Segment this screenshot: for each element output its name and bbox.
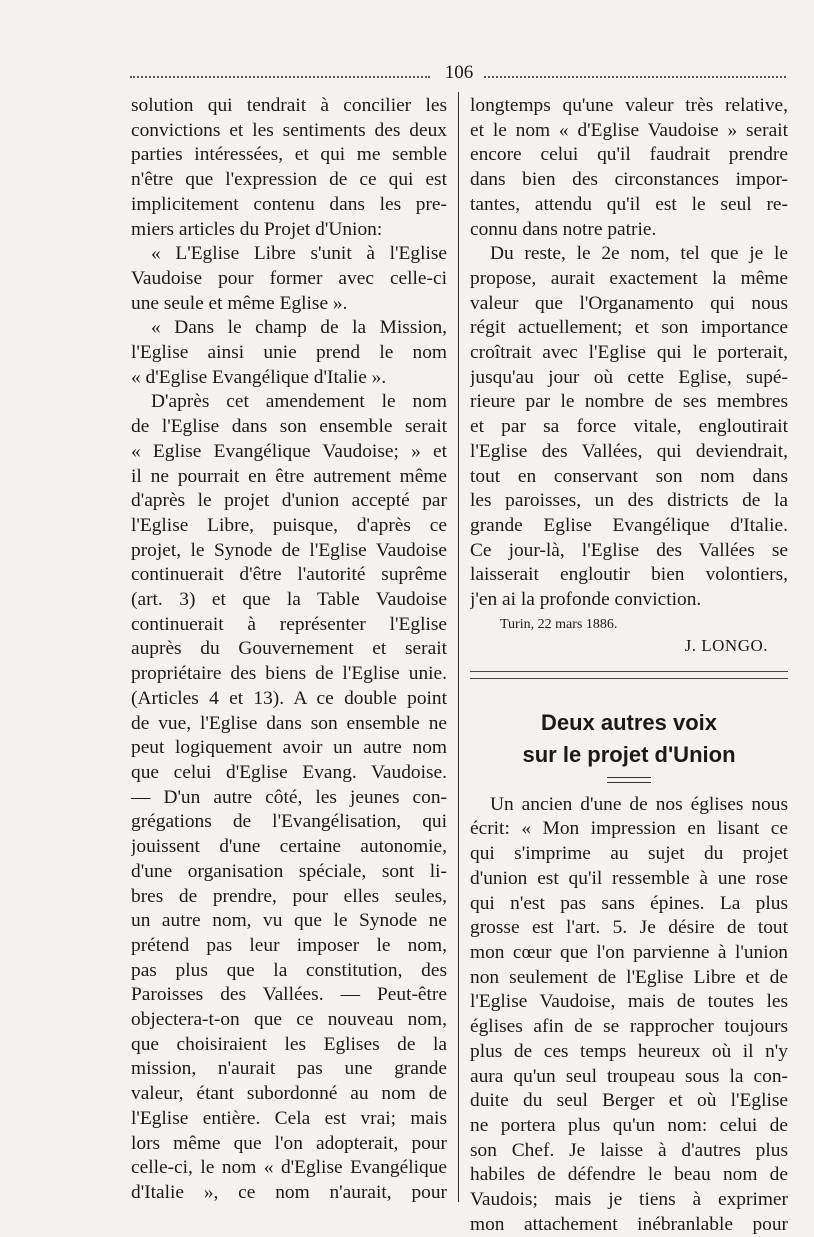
text-line: Paroisses des Vallées. — Peut-être bbox=[131, 984, 447, 1006]
text-line: encore celui qu'il faudrait prendre bbox=[470, 144, 788, 166]
text-line: que choisiraient les Eglises de la bbox=[131, 1033, 447, 1055]
text-line: « L'Eglise Libre s'unit à l'Eglise bbox=[151, 243, 447, 265]
text-line: duite du seul Berger et où l'Eglise bbox=[470, 1090, 788, 1112]
text-line: d'une organisation spéciale, sont li- bbox=[131, 860, 447, 882]
article-body-text bbox=[470, 793, 788, 1237]
text-line: Ce jour-là, l'Eglise des Vallées se bbox=[470, 539, 788, 561]
text-line: tout en conservant son nom dans bbox=[470, 465, 788, 487]
text-line: convictions et les sentiments des deux bbox=[131, 119, 447, 141]
column-divider bbox=[458, 92, 459, 1202]
text-line: D'après cet amendement le nom bbox=[151, 391, 447, 413]
text-line: de l'Eglise dans son ensemble serait bbox=[131, 416, 447, 438]
text-line: auprès du Gouvernement et serait bbox=[131, 638, 447, 660]
text-line: lors même que l'on adopterait, pour bbox=[131, 1132, 447, 1154]
text-line: laisserait engloutir bien volontiers, bbox=[470, 564, 788, 586]
text-line: celle-ci, le nom « d'Eglise Evangélique bbox=[131, 1157, 447, 1179]
text-line: propose, aurait exactement la même bbox=[470, 267, 788, 289]
text-line: mon cœur que l'on parvienne à l'union bbox=[470, 941, 788, 963]
text-line: de vue, l'Eglise dans son ensemble ne bbox=[131, 712, 447, 734]
text-line: continuerait d'être l'autorité suprême bbox=[131, 564, 447, 586]
text-line: d'union est qu'il ressemble à une rose bbox=[470, 867, 788, 889]
text-line: il ne pourrait en être autrement même bbox=[131, 465, 447, 487]
title-ornament-rule bbox=[607, 777, 651, 783]
text-line: mission, n'aurait pas une grande bbox=[131, 1058, 447, 1080]
text-line: régit actuellement; et son importance bbox=[470, 317, 788, 339]
text-line: peut logiquement avoir un autre nom bbox=[131, 737, 447, 759]
text-line: solution qui tendrait à concilier les bbox=[131, 95, 447, 116]
text-line: « Eglise Evangélique Vaudoise; » et bbox=[131, 440, 447, 462]
text-line: implicitement contenu dans les pre- bbox=[131, 193, 447, 215]
text-line: croîtrait avec l'Eglise qui le porterait, bbox=[470, 342, 788, 364]
text-line: longtemps qu'une valeur très relative, bbox=[470, 95, 788, 116]
text-line: habiles de défendre le beau nom de bbox=[470, 1164, 788, 1186]
text-line: miers articles du Projet d'Union: bbox=[131, 218, 383, 240]
right-column bbox=[470, 94, 788, 1237]
text-line: jusqu'au jour où cette Eglise, supé- bbox=[470, 366, 788, 388]
text-line: valeur, étant subordonné au nom de bbox=[131, 1083, 447, 1105]
text-line: mon attachement inébranlable pour bbox=[470, 1213, 788, 1235]
text-line: une seule et même Eglise ». bbox=[131, 292, 348, 314]
text-line: grosse est l'art. 5. Je désire de tout bbox=[470, 917, 788, 939]
left-column bbox=[131, 94, 447, 1206]
text-line: dans bien des circonstances impor- bbox=[470, 169, 788, 191]
text-line: pas plus que la constitution, des bbox=[131, 959, 447, 981]
text-line: d'après le projet d'union accepté par bbox=[131, 490, 447, 512]
text-line: qui s'imprime au sujet du projet bbox=[470, 843, 788, 865]
text-line: ne portera plus qu'un nom: celui de bbox=[470, 1114, 788, 1136]
text-line: grégations de l'Evangélisation, qui bbox=[131, 811, 447, 833]
text-line: continuerait à représenter l'Eglise bbox=[131, 613, 447, 635]
text-line: n'être que l'expression de ce qui est bbox=[131, 169, 447, 191]
text-line: les paroisses, un des districts de la bbox=[470, 490, 788, 512]
text-line: projet, le Synode de l'Eglise Vaudoise bbox=[131, 539, 447, 561]
text-line: et par sa force vitale, engloutirait bbox=[470, 416, 788, 438]
text-line: (Articles 4 et 13). A ce double point bbox=[131, 687, 447, 709]
page-number: 106 bbox=[444, 62, 474, 83]
header-rule-left bbox=[130, 76, 430, 78]
signature: J. LONGO. bbox=[684, 635, 768, 655]
text-line: Vaudoise pour former avec celle-ci bbox=[131, 267, 447, 289]
text-line: aura qu'un seul troupeau sous la con- bbox=[470, 1065, 788, 1087]
text-line: écrit: « Mon impression en lisant ce bbox=[470, 818, 788, 840]
article-end-text bbox=[470, 94, 788, 613]
text-line: parties intéressées, et qui me semble bbox=[131, 144, 447, 166]
text-line: rieure par le nombre de ses membres bbox=[470, 391, 788, 413]
text-line: l'Eglise entière. Cela est vrai; mais bbox=[131, 1107, 447, 1129]
text-line: « Dans le champ de la Mission, bbox=[151, 317, 447, 339]
text-line: qui n'est pas sans épines. La plus bbox=[470, 892, 788, 914]
text-line: l'Eglise Vaudoise, mais de toutes les bbox=[470, 991, 788, 1013]
page-header bbox=[130, 62, 786, 84]
text-line: connu dans notre patrie. bbox=[470, 218, 657, 240]
text-line: « d'Eglise Evangélique d'Italie ». bbox=[131, 366, 387, 388]
text-line: valeur que l'Organamento qui nous bbox=[470, 292, 788, 314]
text-line: (art. 3) et que la Table Vaudoise bbox=[131, 589, 447, 611]
text-line: églises afin de se rapprocher toujours bbox=[470, 1016, 788, 1038]
text-line: bres de prendre, pour elles seules, bbox=[131, 885, 447, 907]
text-line: l'Eglise des Vallées, qui deviendrait, bbox=[470, 440, 788, 462]
text-line: Du reste, le 2e nom, tel que je le bbox=[490, 243, 788, 265]
text-line: son Chef. Je laisse à d'autres plus bbox=[470, 1139, 788, 1161]
text-line: j'en ai la profonde conviction. bbox=[470, 589, 702, 611]
text-line: jouissent d'une certaine autonomie, bbox=[131, 836, 447, 858]
text-line: — D'un autre côté, les jeunes con- bbox=[131, 786, 447, 808]
text-line: un autre nom, vu que le Synode ne bbox=[131, 910, 447, 932]
text-line: prétend pas leur imposer le nom, bbox=[131, 934, 447, 956]
text-line: plus de ces temps heureux où il n'y bbox=[470, 1040, 788, 1062]
dateline: Turin, 22 mars 1886. bbox=[500, 616, 618, 632]
text-line: l'Eglise ainsi unie prend le nom bbox=[131, 342, 447, 364]
text-line: l'Eglise Libre, puisque, d'après ce bbox=[131, 514, 447, 536]
text-line: objectera-t-on que ce nouveau nom, bbox=[131, 1009, 447, 1031]
text-line: que celui d'Eglise Evang. Vaudoise. bbox=[131, 761, 447, 783]
text-line: d'Italie », ce nom n'aurait, pour bbox=[131, 1181, 447, 1203]
text-line: tantes, attendu qu'il est le seul re- bbox=[470, 193, 788, 215]
section-title-line-1: Deux autres voix bbox=[540, 709, 718, 735]
text-line: Un ancien d'une de nos églises nous bbox=[490, 793, 788, 815]
text-line: grande Eglise Evangélique d'Italie. bbox=[470, 514, 788, 536]
header-rule-right bbox=[484, 76, 786, 78]
text-line: propriétaire des biens de l'Eglise unie. bbox=[131, 663, 447, 685]
article-separator bbox=[470, 671, 788, 679]
text-line: et le nom « d'Eglise Vaudoise » serait bbox=[470, 119, 788, 141]
text-line: non seulement de l'Eglise Libre et de bbox=[470, 966, 788, 988]
text-line: Vaudois; mais je tiens à exprimer bbox=[470, 1189, 788, 1211]
section-title-line-2: sur le projet d'Union bbox=[522, 741, 736, 767]
